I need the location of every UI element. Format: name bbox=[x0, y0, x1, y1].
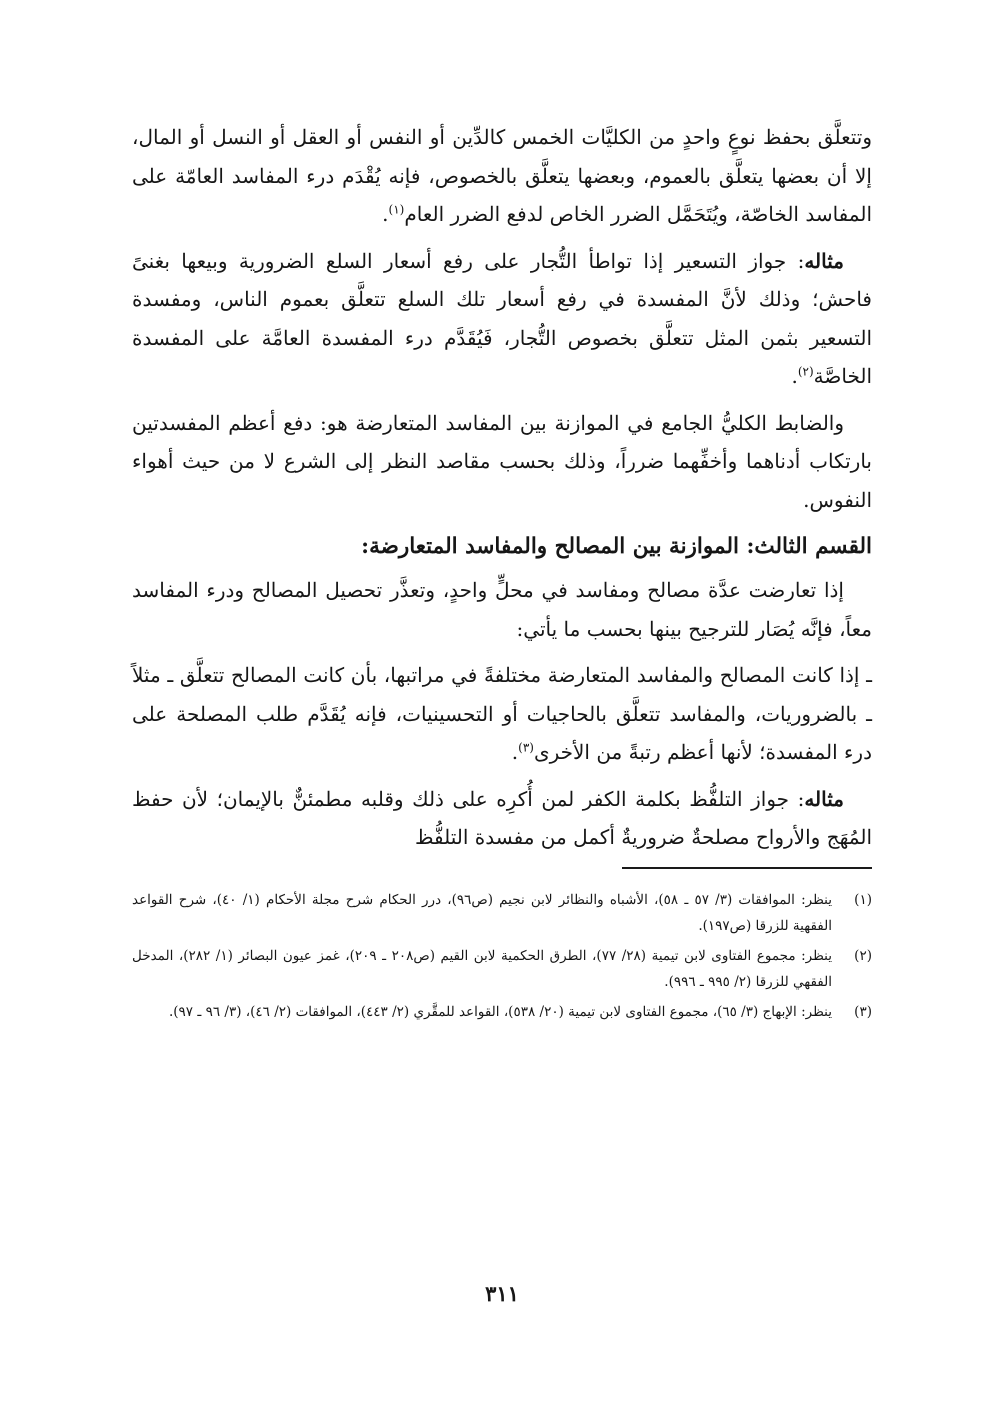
footnote-number: (١) bbox=[854, 891, 872, 908]
footnotes bbox=[132, 887, 872, 1025]
example-label: مثاله bbox=[804, 786, 844, 811]
footnote-number: (٢) bbox=[854, 947, 872, 964]
footnote-number: (٣) bbox=[854, 1003, 872, 1020]
paragraph-3: والضابط الكليُّ الجامع في الموازنة بين المفاسد المتعارضة هو: دفع أعظم المفسدتين بارتكاب أدناهما وأخفِّهما ضرراً، وذلك بحسب مقاصد النظر إلى الشرع لا من حيث أهواء النفوس. bbox=[132, 410, 872, 512]
footnote-1 bbox=[132, 887, 872, 939]
footnote-3 bbox=[132, 999, 872, 1025]
footnote-ref-2[interactable]: (٢) bbox=[797, 364, 814, 379]
main-text bbox=[132, 118, 872, 857]
footnote-ref-1[interactable]: (١) bbox=[388, 202, 405, 217]
paragraph-6-example: مثاله: جواز التلفُّظ بكلمة الكفر لمن أُكرِه على ذلك وقلبه مطمئنٌّ بالإيمان؛ لأن حفظ المُهَج والأرواح مصلحةٌ ضروريةٌ أكمل من مفسدة التلفُّظ bbox=[132, 786, 872, 849]
page-number: ٣١١ bbox=[485, 1281, 519, 1306]
footnote-text: ينظر: مجموع الفتاوى لابن تيمية (٢٨/ ٧٧)، الطرق الحكمية لابن القيم (ص٢٠٨ ـ ٢٠٩)، غمز عيون البصائر (١/ ٢٨٢)، المدخل الفقهي للزرقا (٢/ ٩٩٥ ـ ٩٩٦). bbox=[132, 947, 832, 990]
section-heading: القسم الثالث: الموازنة بين المصالح والمفاسد المتعارضة: bbox=[361, 534, 872, 559]
footnote-text: ينظر: الموافقات (٣/ ٥٧ ـ ٥٨)، الأشباه والنظائر لابن نجيم (ص٩٦)، درر الحكام شرح مجلة الأحكام (١/ ٤٠)، شرح القواعد الفقهية للزرقا (ص١٩٧). bbox=[132, 891, 833, 934]
book-page bbox=[132, 118, 872, 1029]
footnote-ref-3[interactable]: (٣) bbox=[518, 740, 534, 755]
example-label: مثاله bbox=[804, 248, 844, 273]
paragraph-1: وتتعلَّق بحفظ نوعٍ واحدٍ من الكليَّات الخمس كالدِّين أو النفس أو العقل أو النسل أو المال، إلا أن بعضها يتعلَّق بالعموم، وبعضها يتعلَّق بالخصوص، فإنه يُقْدَم درء المفاسد العامّة على المفاسد الخاصّة، ويُتَحَمَّل الضرر الخاص لدفع الضرر العام$^{(١)}$. bbox=[132, 125, 872, 226]
footnote-2 bbox=[132, 943, 872, 995]
paragraph-2-example: مثاله: جواز التسعير إذا تواطأ التُّجار على رفع أسعار السلع الضرورية وبيعها بغنىً فاحش؛ وذلك لأنَّ المفسدة في رفع أسعار تلك السلع تتعلَّق بعموم الناس، ومفسدة التسعير بثمن المثل تتعلَّق بخصوص التُّجار، فَيُقَدَّم درء المفسدة العامَّة على المفسدة الخاصَّة$^{(٢)}$. bbox=[132, 248, 872, 388]
footnote-text: ينظر: الإبهاج (٣/ ٦٥)، مجموع الفتاوى لابن تيمية (٢٠/ ٥٣٨)، القواعد للمقَّري (٢/ ٤٤٣)، الموافقات (٢/ ٤٦)، (٣/ ٩٦ ـ ٩٧). bbox=[168, 1003, 832, 1020]
footnote-divider bbox=[622, 867, 872, 869]
paragraph-4: إذا تعارضت عدَّة مصالح ومفاسد في محلٍّ واحدٍ، وتعذَّر تحصيل المصالح ودرء المفاسد معاً، فإنَّه يُصَار للترجيح بينها بحسب ما يأتي: bbox=[132, 578, 872, 641]
paragraph-5: ـ إذا كانت المصالح والمفاسد المتعارضة مختلفةً في مراتبها، بأن كانت المصالح تتعلَّق ـ مثلاً ـ بالضروريات، والمفاسد تتعلَّق بالحاجيات أو التحسينيات، فإنه يُقَدَّم طلب المصلحة على درء المفسدة؛ لأنها أعظم رتبةً من الأخرى$^{(٣)}$. bbox=[132, 663, 872, 764]
